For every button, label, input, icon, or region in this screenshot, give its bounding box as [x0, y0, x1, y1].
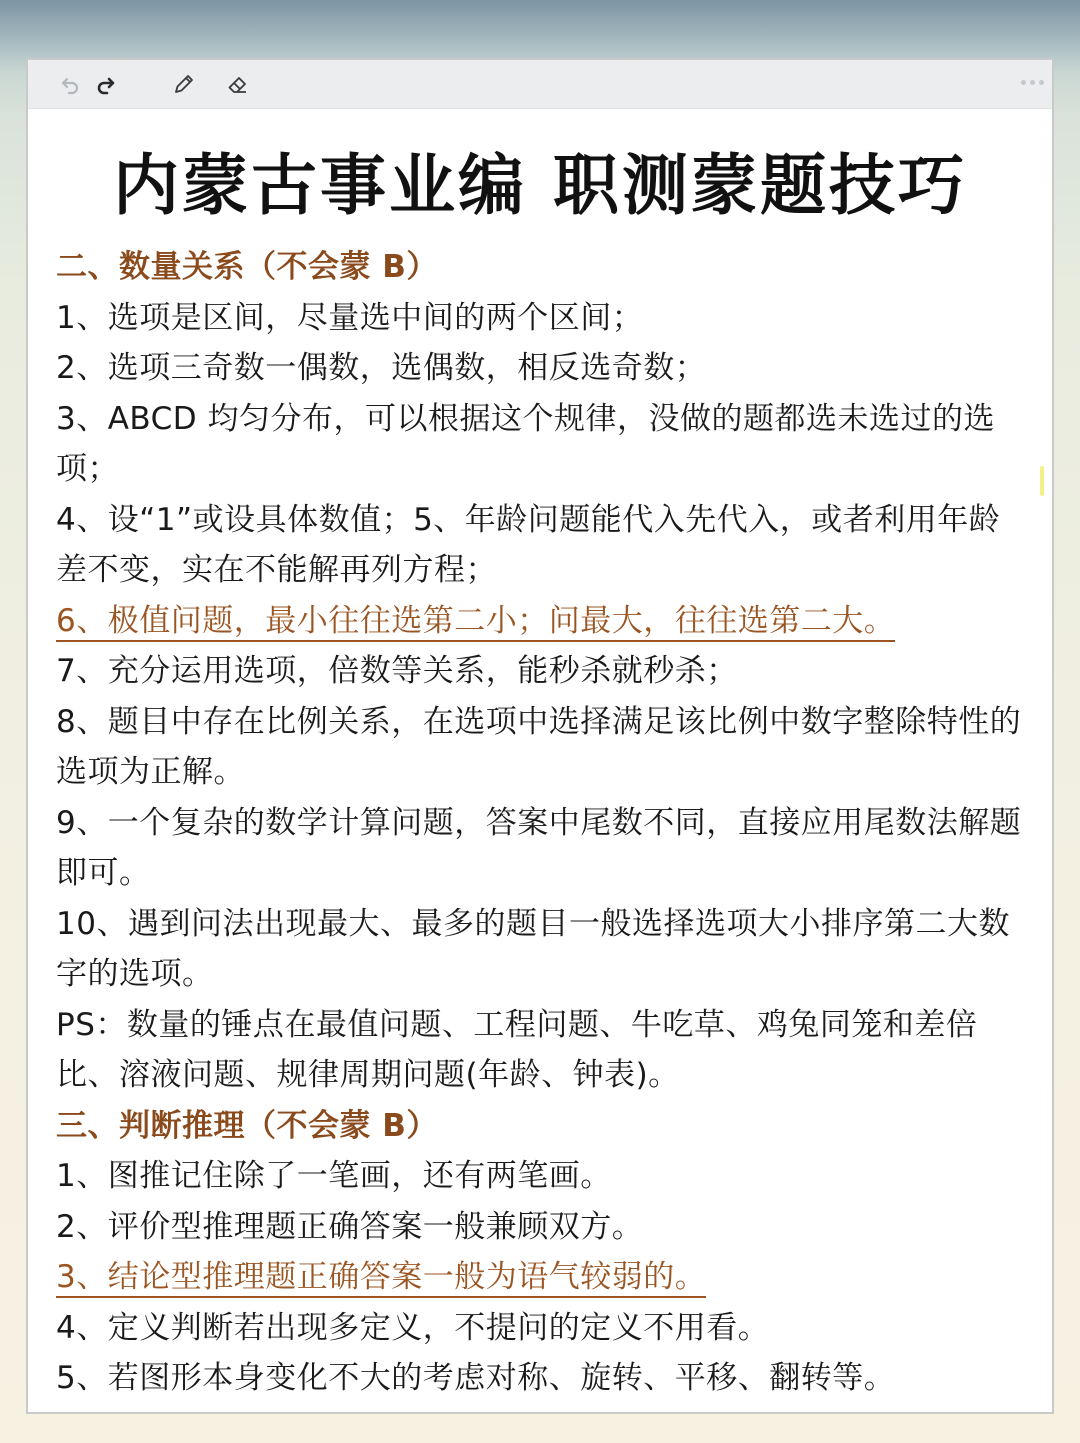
list-item: 4、定义判断若出现多定义，不提问的定义不用看。: [56, 1309, 770, 1346]
list-item: 5、若图形本身变化不大的考虑对称、旋转、平移、翻转等。: [56, 1360, 896, 1396]
note-sheet: [26, 58, 1054, 1414]
eraser-icon[interactable]: [224, 70, 252, 98]
editor-toolbar: [28, 60, 1052, 109]
page-title: 内蒙古事业编 职测蒙题技巧: [113, 147, 967, 224]
list-item: 3、ABCD 均匀分布，可以根据这个规律，没做的题都选未选过的选项；: [56, 400, 996, 487]
list-item: 4、设“1”或设具体数值；5、年龄问题能代入先代入，或者利用年龄差不变，实在不能解再列方程；: [56, 501, 1001, 588]
list-item: 2、评价型推理题正确答案一般兼顾双方。: [56, 1208, 644, 1245]
list-item-highlighted: [56, 596, 1031, 647]
pencil-icon[interactable]: [170, 70, 198, 98]
list-item: 8、题目中存在比例关系，在选项中选择满足该比例中数字整除特性的选项为正解。: [56, 703, 1022, 790]
list-item: 7、充分运用选项，倍数等关系，能秒杀就秒杀；: [56, 653, 738, 689]
section-heading-reasoning: 三、判断推理（不会蒙 B）: [56, 1107, 438, 1144]
list-item: 2、选项三奇数一偶数，选偶数，相反选奇数；: [56, 350, 707, 386]
section-heading-quantity: 二、数量关系（不会蒙 B）: [56, 249, 438, 285]
highlighted-text: 3、结论型推理题正确答案一般为语气较弱的。: [56, 1259, 706, 1298]
list-item: 10、遇到问法出现最大、最多的题目一般选择选项大小排序第二大数字的选项。: [56, 905, 1010, 992]
more-icon[interactable]: [1021, 80, 1044, 85]
list-item: 1、选项是区间，尽量选中间的两个区间；: [56, 299, 644, 336]
ps-note: PS：数量的锤点在最值问题、工程问题、牛吃草、鸡兔同笼和差倍比、溶液问题、规律周期问题(年龄、钟表)。: [56, 1006, 978, 1093]
redo-icon[interactable]: [92, 70, 120, 98]
list-item-highlighted: [56, 1252, 1031, 1303]
list-item: 1、图推记住除了一笔画，还有两笔画。: [56, 1158, 612, 1194]
highlighter-mark: [1040, 466, 1044, 496]
undo-icon[interactable]: [56, 70, 84, 98]
highlighted-text: 6、极值问题，最小往往选第二小；问最大，往往选第二大。: [56, 603, 895, 642]
note-content: [56, 242, 1031, 1404]
list-item: 9、一个复杂的数学计算问题，答案中尾数不同，直接应用尾数法解题即可。: [56, 804, 1022, 891]
